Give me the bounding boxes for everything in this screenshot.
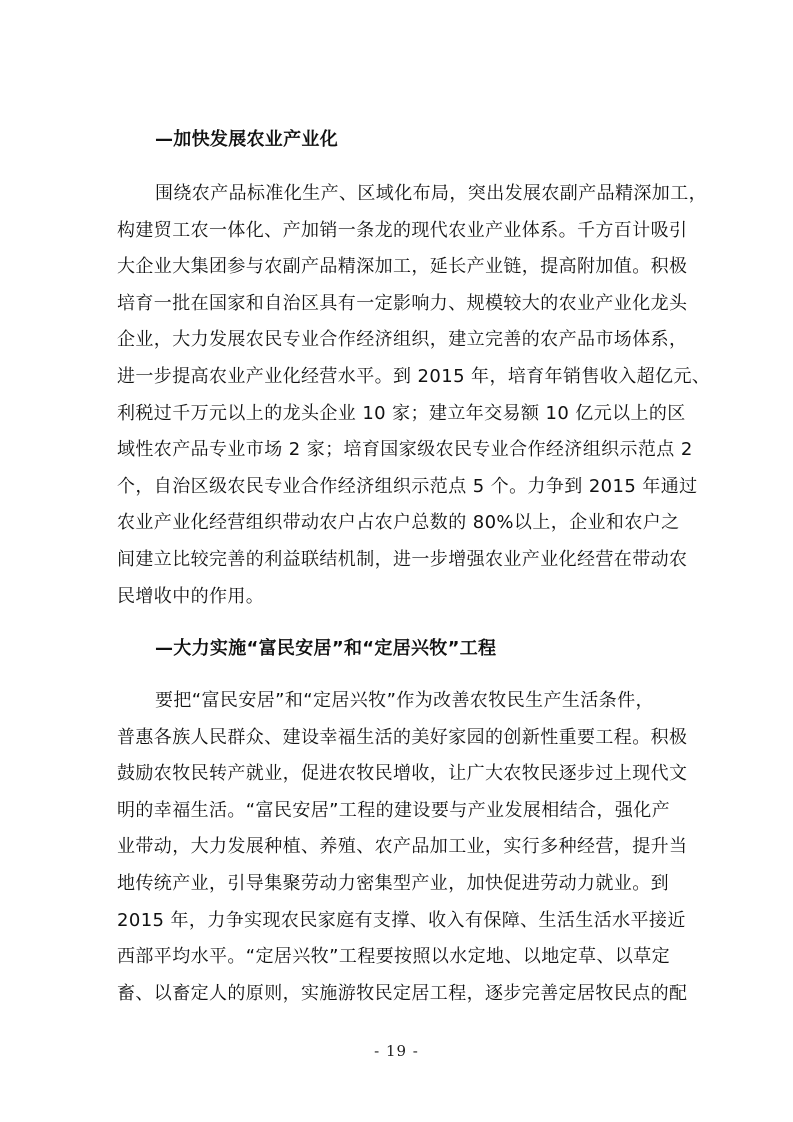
paragraph-line: 大企业大集团参与农副产品精深加工，延长产业链，提高附加值。积极 <box>117 256 688 278</box>
paragraph-line: 鼓励农牧民转产就业，促进农牧民增收，让广大农牧民逐步过上现代文 <box>117 763 688 785</box>
paragraph-line: 培育一批在国家和自治区具有一定影响力、规模较大的农业产业化龙头 <box>117 292 688 314</box>
paragraph-line: 2015 年，力争实现农民家庭有支撑、收入有保障、生活生活水平接近 <box>117 909 686 931</box>
section-heading-agri-industrialization: —加快发展农业产业化 <box>155 129 338 150</box>
paragraph-line: 西部平均水平。“定居兴牧”工程要按照以水定地、以地定草、以草定 <box>117 946 671 968</box>
paragraph-line: 明的幸福生活。“富民安居”工程的建设要与产业发展相结合，强化产 <box>117 799 671 821</box>
page-number: - 19 - <box>374 1042 419 1060</box>
paragraph-line: 普惠各族人民群众、建设幸福生活的美好家园的创新性重要工程。积极 <box>117 726 688 748</box>
paragraph-line: 进一步提高农业产业化经营水平。到 2015 年，培育年销售收入超亿元、 <box>117 365 711 387</box>
paragraph-rich-peace-settled-herding <box>117 683 695 1012</box>
paragraph-line: 农业产业化经营组织带动农户占农户总数的 80%以上，企业和农户之 <box>117 512 680 534</box>
paragraph-line: 民增收中的作用。 <box>117 585 265 607</box>
paragraph-line: 个，自治区级农民专业合作经济组织示范点 5 个。力争到 2015 年通过 <box>117 475 698 497</box>
paragraph-line: 地传统产业，引导集聚劳动力密集型产业，加快促进劳动力就业。到 <box>117 872 669 894</box>
paragraph-line: 构建贸工农一体化、产加销一条龙的现代农业产业体系。千方百计吸引 <box>117 219 688 241</box>
paragraph-line: 要把“富民安居”和“定居兴牧”作为改善农牧民生产生活条件， <box>155 690 654 711</box>
paragraph-line: 间建立比较完善的利益联结机制，进一步增强农业产业化经营在带动农 <box>117 548 688 570</box>
paragraph-line: 利税过千万元以上的龙头企业 10 家；建立年交易额 10 亿元以上的区 <box>117 402 686 424</box>
paragraph-line: 畜、以畜定人的原则，实施游牧民定居工程，逐步完善定居牧民点的配 <box>117 982 688 1004</box>
paragraph-line: 围绕农产品标准化生产、区域化布局，突出发展农副产品精深加工， <box>155 183 707 204</box>
paragraph-line: 域性农产品专业市场 2 家；培育国家级农民专业合作经济组织示范点 2 <box>117 439 693 461</box>
paragraph-line: 业带动，大力发展种植、养殖、农产品加工业，实行多种经营，提升当 <box>117 836 688 858</box>
paragraph-line: 企业，大力发展农民专业合作经济组织，建立完善的农产品市场体系， <box>117 329 688 351</box>
paragraph-agri-industrialization <box>117 176 711 615</box>
section-heading-rich-peace-settled-herding: —大力实施“富民安居”和“定居兴牧”工程 <box>155 638 497 659</box>
